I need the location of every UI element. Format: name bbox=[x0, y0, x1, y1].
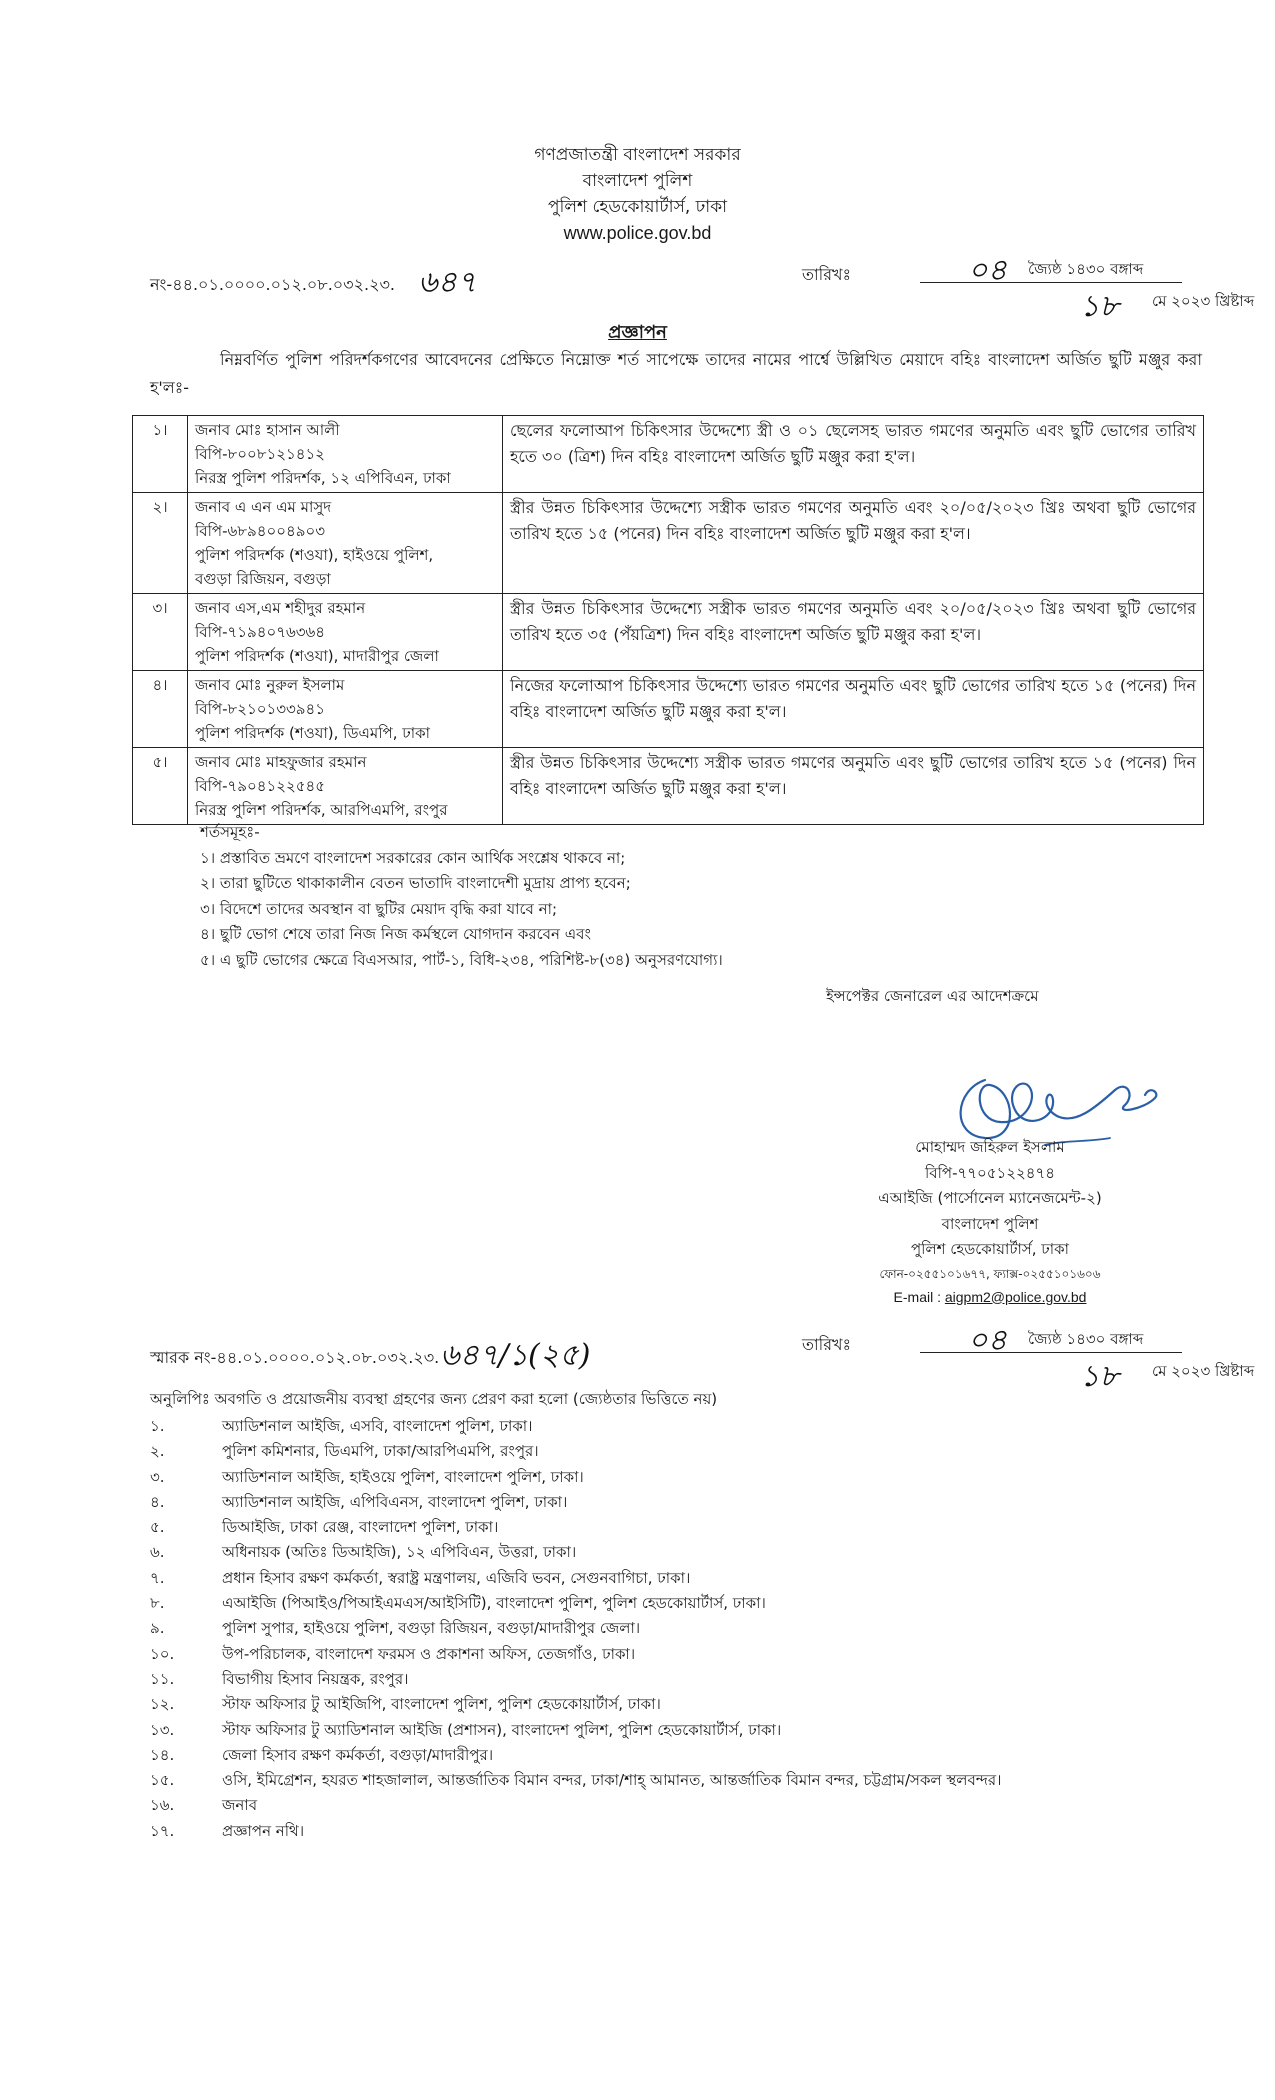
list-text: পুলিশ সুপার, হাইওয়ে পুলিশ, বগুড়া রিজিয়ন, বগুড়া/মাদারীপুর জেলা। bbox=[222, 1619, 641, 1638]
officer-bp: বিপি-৮২১০১৩৩৯৪১ bbox=[195, 700, 325, 718]
serial-cell: ১। bbox=[133, 416, 188, 493]
order-line: ইন্সপেক্টর জেনারেল এর আদেশক্রমে bbox=[826, 987, 1039, 1005]
list-text: জনাব bbox=[222, 1796, 258, 1815]
list-number: ২. bbox=[150, 1442, 165, 1461]
english-day: ১৮ bbox=[1080, 1359, 1119, 1394]
list-number: ১৬. bbox=[150, 1796, 175, 1815]
officer-name: মোহাম্মদ জহিরুল ইসলাম bbox=[915, 1138, 1065, 1156]
list-number: ১৫. bbox=[150, 1771, 175, 1790]
list-number: ১৭. bbox=[150, 1821, 175, 1840]
email-link[interactable]: aigpm2@police.gov.bd bbox=[944, 1288, 1087, 1305]
officer-name: জনাব এ এন এম মাসুদ bbox=[195, 498, 332, 516]
letterhead bbox=[0, 142, 1275, 246]
list-text: প্রধান হিসাব রক্ষণ কর্মকর্তা, স্বরাষ্ট্র মন্ত্রণালয়, এজিবি ভবন, সেগুনবাগিচা, ঢাকা। bbox=[222, 1568, 691, 1587]
list-item bbox=[150, 1414, 1001, 1439]
list-number: ৪. bbox=[150, 1492, 165, 1511]
conditions-heading: শর্তসমূহঃ- bbox=[200, 823, 260, 841]
memo2-ref-printed: স্মারক নং-৪৪.০১.০০০০.০১২.০৮.০৩২.২৩. bbox=[150, 1348, 440, 1367]
list-item bbox=[150, 1642, 1001, 1667]
memo-number bbox=[150, 265, 477, 300]
leave-detail-cell: নিজের ফলোআপ চিকিৎসার উদ্দেশ্যে ভারত গমণের অনুমতি এবং ছুটি ভোগের তারিখ হতে ১৫ (পনের) দিন বহিঃ বাংলাদেশ অর্জিত ছুটি মঞ্জুর করা হ'ল। bbox=[503, 671, 1204, 748]
officer-name: জনাব মোঃ হাসান আলী bbox=[195, 421, 340, 439]
memo2-ref-handwritten: ৬৪৭/১(২৫) bbox=[440, 1338, 591, 1373]
list-text: স্টাফ অফিসার টু আইজিপি, বাংলাদেশ পুলিশ, পুলিশ হেডকোয়ার্টার্স, ঢাকা। bbox=[222, 1695, 661, 1714]
list-number: ৯. bbox=[150, 1619, 165, 1638]
list-text: এআইজি (পিআইও/পিআইএমএস/আইসিটি), বাংলাদেশ পুলিশ, পুলিশ হেডকোয়ার্টার্স, ঢাকা। bbox=[222, 1594, 766, 1613]
list-item bbox=[150, 1439, 1001, 1464]
table-row bbox=[133, 671, 1204, 748]
list-text: অধিনায়ক (অতিঃ ডিআইজি), ১২ এপিবিএন, উত্তরা, ঢাকা। bbox=[222, 1543, 577, 1562]
list-text: পুলিশ কমিশনার, ডিএমপি, ঢাকা/আরপিএমপি, রংপুর। bbox=[222, 1442, 539, 1461]
govt-name: গণপ্রজাতন্ত্রী বাংলাদেশ সরকার bbox=[534, 145, 741, 165]
list-item bbox=[150, 1692, 1001, 1717]
list-number: ৭. bbox=[150, 1568, 165, 1587]
leave-detail-cell: স্ত্রীর উন্নত চিকিৎসার উদ্দেশ্যে সস্ত্রীক ভারত গমণের অনুমতি এবং ২০/০৫/২০২৩ খ্রিঃ অথবা ছুটি ভোগের তারিখ হতে ১৫ (পনের) দিন বহিঃ বাংলাদেশ অর্জিত ছুটি মঞ্জুর করা হ'ল। bbox=[503, 493, 1204, 594]
officer-post-cont: বগুড়া রিজিয়ন, বগুড়া bbox=[195, 570, 331, 588]
officer-bp: বিপি-৬৮৯৪০০৪৯০৩ bbox=[195, 522, 325, 540]
officer-cell bbox=[188, 594, 503, 671]
leave-detail-cell: ছেলের ফলোআপ চিকিৎসার উদ্দেশ্যে স্ত্রী ও ০১ ছেলেসহ ভারত গমণের অনুমতি এবং ছুটি ভোগের তারিখ হতে ৩০ (ত্রিশ) দিন বহিঃ বাংলাদেশ অর্জিত ছুটি মঞ্জুর করা হ'ল। bbox=[503, 416, 1204, 493]
conditions bbox=[200, 820, 723, 973]
officer-post: নিরস্ত্র পুলিশ পরিদর্শক, ১২ এপিবিএন, ঢাকা bbox=[195, 469, 451, 487]
table-row bbox=[133, 493, 1204, 594]
officer-name: জনাব এস,এম শহীদুর রহমান bbox=[195, 599, 366, 617]
list-item bbox=[150, 1465, 1001, 1490]
officer-post: পুলিশ পরিদর্শক (শওযা), ডিএমপি, ঢাকা bbox=[195, 724, 430, 742]
leave-detail-cell: স্ত্রীর উন্নত চিকিৎসার উদ্দেশ্যে সস্ত্রীক ভারত গমণের অনুমতি এবং ২০/০৫/২০২৩ খ্রিঃ অথবা ছুটি ভোগের তারিখ হতে ৩৫ (পঁয়ত্রিশ) দিন বহিঃ বাংলাদেশ অর্জিত ছুটি মঞ্জুর করা হ'ল। bbox=[503, 594, 1204, 671]
list-number: ১. bbox=[150, 1417, 165, 1435]
english-month-year: মে ২০২৩ খ্রিষ্টাব্দ bbox=[1152, 292, 1255, 310]
officer-post: নিরস্ত্র পুলিশ পরিদর্শক, আরপিএমপি, রংপুর bbox=[195, 801, 448, 819]
list-number: ১১. bbox=[150, 1669, 175, 1688]
officer-email-line bbox=[840, 1285, 1140, 1311]
list-item bbox=[150, 1793, 1001, 1818]
officer-post: পুলিশ পরিদর্শক (শওযা), মাদারীপুর জেলা bbox=[195, 647, 439, 665]
list-number: ১৪. bbox=[150, 1745, 175, 1764]
list-item bbox=[150, 1566, 1001, 1591]
table-row bbox=[133, 416, 1204, 493]
condition-item: ১। প্রস্তাবিত ভ্রমণে বাংলাদেশ সরকারের কোন আর্থিক সংশ্লেষ থাকবে না; bbox=[200, 848, 626, 867]
list-item bbox=[150, 1490, 1001, 1515]
condition-item: ৪। ছুটি ভোগ শেষে তারা নিজ নিজ কর্মস্থলে যোগদান করবেন এবং bbox=[200, 925, 591, 943]
officer-cell bbox=[188, 671, 503, 748]
date-block-bottom bbox=[802, 1322, 1255, 1394]
condition-item: ৩। বিদেশে তাদের অবস্থান বা ছুটির মেয়াদ বৃদ্ধি করা যাবে না; bbox=[200, 899, 558, 918]
list-item bbox=[150, 1540, 1001, 1565]
bangla-day: ০৪ bbox=[968, 1323, 1007, 1358]
officer-name: জনাব মোঃ নুরুল ইসলাম bbox=[195, 676, 345, 694]
list-item bbox=[150, 1591, 1001, 1616]
org-name: বাংলাদেশ পুলিশ bbox=[582, 171, 693, 191]
list-text: অ্যাডিশনাল আইজি, হাইওয়ে পুলিশ, বাংলাদেশ পুলিশ, ঢাকা। bbox=[222, 1467, 584, 1486]
list-text: স্টাফ অফিসার টু অ্যাডিশনাল আইজি (প্রশাসন), বাংলাদেশ পুলিশ, পুলিশ হেডকোয়ার্টার্স, ঢাকা। bbox=[222, 1720, 782, 1739]
list-item bbox=[150, 1768, 1001, 1793]
date-label: তারিখঃ bbox=[802, 1335, 852, 1354]
english-day: ১৮ bbox=[1080, 289, 1119, 324]
list-text: ওসি, ইমিগ্রেশন, হযরত শাহজালাল, আন্তর্জাতিক বিমান বন্দর, ঢাকা/শাহ্‌ আমানত, আন্তর্জাতিক বিমান বন্দর, চট্টগ্রাম/সকল স্থলবন্দর। bbox=[222, 1771, 1002, 1790]
officer-cell bbox=[188, 416, 503, 493]
condition-item: ৫। এ ছুটি ভোগের ক্ষেত্রে বিএসআর, পার্ট-১, বিধি-২৩৪, পরিশিষ্ট-৮(৩৪) অনুসরণযোগ্য। bbox=[200, 950, 723, 969]
officer-phone: ফোন-০২৫৫১০১৬৭৭, ফ্যাক্স-০২৫৫১০১৬০৬ bbox=[879, 1266, 1101, 1281]
list-text: জেলা হিসাব রক্ষণ কর্মকর্তা, বগুড়া/মাদারীপুর। bbox=[222, 1745, 494, 1764]
list-item bbox=[150, 1667, 1001, 1692]
date-line bbox=[920, 252, 1255, 324]
list-item bbox=[150, 1515, 1001, 1540]
officer-bp: বিপি-৭৭০৫১২২৪৭৪ bbox=[925, 1163, 1055, 1182]
list-text: অ্যাডিশনাল আইজি, এসবি, বাংলাদেশ পুলিশ, ঢাকা। bbox=[222, 1417, 533, 1435]
signatory-block bbox=[840, 1135, 1140, 1310]
bangla-month-year: জ্যৈষ্ঠ ১৪৩০ বঙ্গাব্দ bbox=[1028, 1330, 1144, 1348]
list-number: ৬. bbox=[150, 1543, 165, 1562]
officer-bp: বিপি-৮০০৮১২১৪১২ bbox=[195, 445, 325, 463]
list-text: ডিআইজি, ঢাকা রেঞ্জ, বাংলাদেশ পুলিশ, ঢাকা। bbox=[222, 1518, 499, 1537]
copy-to-list bbox=[150, 1414, 1001, 1844]
officer-designation: এআইজি (পার্সোনেল ম্যানেজমেন্ট-২) bbox=[878, 1189, 1102, 1207]
serial-cell: ৫। bbox=[133, 748, 188, 825]
officer-bp: বিপি-৭৯০৪১২২৫৪৫ bbox=[195, 777, 325, 795]
date-line bbox=[920, 1322, 1255, 1394]
list-number: ৩. bbox=[150, 1467, 165, 1486]
date-label: তারিখঃ bbox=[802, 265, 852, 284]
officer-name: জনাব মোঃ মাহফুজার রহমান bbox=[195, 753, 367, 771]
list-text: উপ-পরিচালক, বাংলাদেশ ফরমস ও প্রকাশনা অফিস, তেজগাঁও, ঢাকা। bbox=[222, 1644, 636, 1663]
list-number: ১২. bbox=[150, 1695, 175, 1714]
officer-office: পুলিশ হেডকোয়ার্টার্স, ঢাকা bbox=[910, 1240, 1069, 1258]
list-text: অ্যাডিশনাল আইজি, এপিবিএনস, বাংলাদেশ পুলিশ, ঢাকা। bbox=[222, 1492, 568, 1511]
bangla-day: ০৪ bbox=[968, 253, 1007, 288]
memo-ref-printed: নং-৪৪.০১.০০০০.০১২.০৮.০৩২.২৩. bbox=[150, 275, 395, 294]
list-item bbox=[150, 1616, 1001, 1641]
list-text: বিভাগীয় হিসাব নিয়ন্ত্রক, রংপুর। bbox=[222, 1669, 409, 1688]
serial-cell: ৩। bbox=[133, 594, 188, 671]
memo-ref-handwritten: ৬৪৭ bbox=[418, 265, 477, 300]
office-name: পুলিশ হেডকোয়ার্টার্স, ঢাকা bbox=[547, 197, 728, 217]
list-number: ৫. bbox=[150, 1518, 165, 1537]
intro-paragraph: নিম্নবর্ণিত পুলিশ পরিদর্শকগণের আবেদনের প্রেক্ষিতে নিম্নোক্ত শর্ত সাপেক্ষে তাদের নামের পার্শ্বে উল্লিখিত মেয়াদে বহিঃ বাংলাদেশ অর্জিত ছুটি মঞ্জুর করা হ'লঃ- bbox=[150, 350, 1202, 397]
officer-org: বাংলাদেশ পুলিশ bbox=[941, 1214, 1039, 1233]
notification-title: প্রজ্ঞাপন bbox=[608, 322, 667, 343]
english-month-year: মে ২০২৩ খ্রিষ্টাব্দ bbox=[1152, 1362, 1255, 1380]
officer-cell bbox=[188, 748, 503, 825]
officer-bp: বিপি-৭১৯৪০৭৬৩৬৪ bbox=[195, 623, 325, 641]
table-row bbox=[133, 748, 1204, 825]
serial-cell: ৪। bbox=[133, 671, 188, 748]
email-label: E-mail : bbox=[893, 1288, 945, 1305]
list-number: ১০. bbox=[150, 1644, 175, 1663]
list-item bbox=[150, 1718, 1001, 1743]
list-item bbox=[150, 1743, 1001, 1768]
website[interactable]: www.police.gov.bd bbox=[563, 223, 712, 243]
table-row bbox=[133, 594, 1204, 671]
serial-cell: ২। bbox=[133, 493, 188, 594]
list-item bbox=[150, 1819, 1001, 1844]
list-number: ৮. bbox=[150, 1594, 165, 1613]
officer-post: পুলিশ পরিদর্শক (শওযা), হাইওয়ে পুলিশ, bbox=[195, 546, 434, 564]
leave-detail-cell: স্ত্রীর উন্নত চিকিৎসার উদ্দেশ্যে সস্ত্রীক ভারত গমণের অনুমতি এবং ছুটি ভোগের তারিখ হতে ১৫ (পনের) দিন বহিঃ বাংলাদেশ অর্জিত ছুটি মঞ্জুর করা হ'ল। bbox=[503, 748, 1204, 825]
date-block-top bbox=[802, 252, 1255, 324]
officer-cell bbox=[188, 493, 503, 594]
memo2-number bbox=[150, 1338, 591, 1373]
list-number: ১৩. bbox=[150, 1720, 175, 1739]
list-text: প্রজ্ঞাপন নথি। bbox=[222, 1821, 305, 1840]
bangla-month-year: জ্যৈষ্ঠ ১৪৩০ বঙ্গাব্দ bbox=[1028, 260, 1144, 278]
copy-to-lead: অনুলিপিঃ অবগতি ও প্রয়োজনীয় ব্যবস্থা গ্রহণের জন্য প্রেরণ করা হলো (জ্যেষ্ঠতার ভিত্তিতে নয়) bbox=[150, 1390, 718, 1408]
condition-item: ২। তারা ছুটিতে থাকাকালীন বেতন ভাতাদি বাংলাদেশী মুদ্রায় প্রাপ্য হবেন; bbox=[200, 874, 631, 892]
leave-grants-table bbox=[132, 415, 1204, 825]
